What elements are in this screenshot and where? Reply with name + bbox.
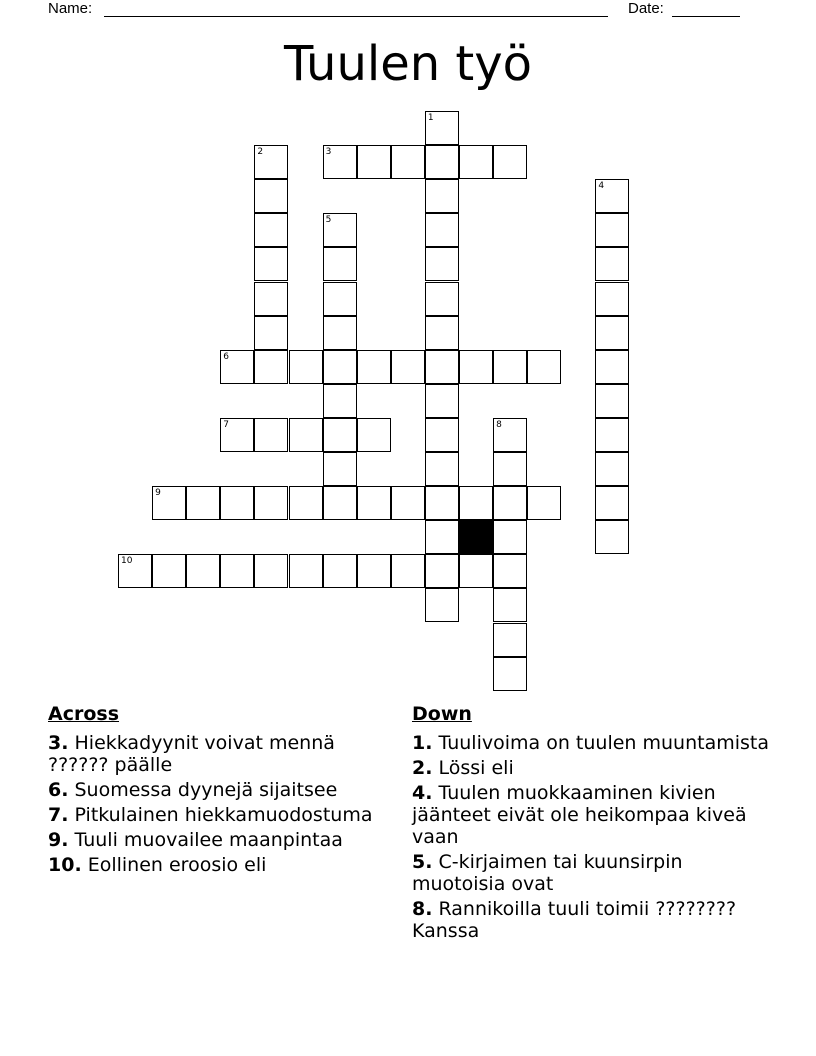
across-clues bbox=[48, 702, 398, 879]
clue-number: 6. bbox=[48, 779, 69, 801]
grid-cell[interactable] bbox=[425, 316, 459, 350]
clue-text: Tuuli muovailee maanpintaa bbox=[74, 829, 343, 851]
grid-cell[interactable] bbox=[425, 145, 459, 179]
grid-cell[interactable] bbox=[323, 486, 357, 520]
grid-cell[interactable] bbox=[425, 282, 459, 316]
grid-cell[interactable] bbox=[595, 350, 629, 384]
grid-cell[interactable] bbox=[493, 520, 527, 554]
grid-cell[interactable] bbox=[118, 554, 152, 588]
grid-cell[interactable] bbox=[493, 350, 527, 384]
grid-cell[interactable] bbox=[425, 111, 459, 145]
grid-cell[interactable] bbox=[391, 350, 425, 384]
grid-cell[interactable] bbox=[254, 554, 288, 588]
grid-cell[interactable] bbox=[459, 486, 493, 520]
grid-cell[interactable] bbox=[391, 554, 425, 588]
clue-number-label: 1 bbox=[427, 113, 434, 123]
grid-cell[interactable] bbox=[289, 350, 323, 384]
grid-cell[interactable] bbox=[220, 350, 254, 384]
clue-number-label: 3 bbox=[325, 147, 332, 158]
grid-cell[interactable] bbox=[254, 247, 288, 281]
clue-text: Lössi eli bbox=[438, 757, 514, 779]
clue-text: Tuulivoima on tuulen muuntamista bbox=[438, 732, 769, 754]
grid-cell[interactable] bbox=[391, 145, 425, 179]
grid-cell[interactable] bbox=[425, 486, 459, 520]
grid-cell[interactable] bbox=[425, 554, 459, 588]
grid-cell[interactable] bbox=[357, 145, 391, 179]
across-clue bbox=[48, 779, 398, 801]
grid-cell[interactable] bbox=[254, 486, 288, 520]
grid-cell[interactable] bbox=[323, 316, 357, 350]
clue-number: 10. bbox=[48, 854, 82, 876]
grid-cell[interactable] bbox=[527, 486, 561, 520]
down-clue bbox=[412, 898, 772, 942]
grid-cell[interactable] bbox=[425, 452, 459, 486]
grid-cell[interactable] bbox=[595, 247, 629, 281]
grid-cell[interactable] bbox=[186, 554, 220, 588]
grid-cell[interactable] bbox=[323, 452, 357, 486]
grid-cell[interactable] bbox=[595, 316, 629, 350]
grid-cell[interactable] bbox=[425, 384, 459, 418]
grid-cell[interactable] bbox=[595, 282, 629, 316]
grid-cell[interactable] bbox=[595, 486, 629, 520]
clue-number: 5. bbox=[412, 851, 433, 873]
grid-cell[interactable] bbox=[254, 213, 288, 247]
clue-number: 3. bbox=[48, 732, 69, 754]
grid-cell[interactable] bbox=[493, 486, 527, 520]
grid-cell[interactable] bbox=[493, 452, 527, 486]
grid-cell[interactable] bbox=[357, 418, 391, 452]
grid-cell[interactable] bbox=[493, 623, 527, 657]
down-clues bbox=[412, 702, 772, 945]
clue-number: 7. bbox=[48, 804, 69, 826]
grid-cell[interactable] bbox=[323, 418, 357, 452]
clue-number-label: 9 bbox=[155, 488, 161, 499]
clue-number-label: 4 bbox=[598, 181, 605, 192]
grid-cell[interactable] bbox=[357, 554, 391, 588]
down-heading: Down bbox=[412, 703, 472, 725]
date-line[interactable] bbox=[672, 16, 740, 17]
grid-cell[interactable] bbox=[493, 657, 527, 691]
name-label: Name: bbox=[48, 0, 93, 17]
grid-cell[interactable] bbox=[323, 247, 357, 281]
clue-number-label: 7 bbox=[223, 419, 230, 430]
grid-cell[interactable] bbox=[459, 350, 493, 384]
grid-cell[interactable] bbox=[254, 350, 288, 384]
clue-text: Hiekkadyynit voivat mennä ?????? päälle bbox=[48, 732, 335, 776]
grid-cell[interactable] bbox=[493, 554, 527, 588]
clue-number-label: 8 bbox=[496, 419, 502, 430]
grid-cell[interactable] bbox=[595, 384, 629, 418]
grid-cell[interactable] bbox=[220, 418, 254, 452]
grid-cell[interactable] bbox=[220, 554, 254, 588]
down-clue bbox=[412, 757, 772, 779]
grid-cell[interactable] bbox=[493, 588, 527, 622]
grid-cell[interactable] bbox=[357, 350, 391, 384]
grid-cell[interactable] bbox=[289, 554, 323, 588]
clue-number-label: 2 bbox=[257, 147, 264, 158]
black-cell bbox=[459, 520, 493, 554]
grid-cell[interactable] bbox=[323, 554, 357, 588]
grid-cell[interactable] bbox=[595, 452, 629, 486]
grid-cell[interactable] bbox=[289, 486, 323, 520]
clue-number: 8. bbox=[412, 898, 433, 920]
down-clue bbox=[412, 782, 772, 848]
grid-cell[interactable] bbox=[152, 554, 186, 588]
across-clue bbox=[48, 804, 398, 826]
grid-cell[interactable] bbox=[425, 418, 459, 452]
grid-cell[interactable] bbox=[254, 316, 288, 350]
grid-cell[interactable] bbox=[152, 486, 186, 520]
grid-cell[interactable] bbox=[323, 350, 357, 384]
clue-text: Pitkulainen hiekkamuodostuma bbox=[74, 804, 373, 826]
grid-cell[interactable] bbox=[323, 282, 357, 316]
clue-text: Rannikoilla tuuli toimii ???????? Kanssa bbox=[412, 898, 737, 942]
grid-cell[interactable] bbox=[459, 145, 493, 179]
grid-cell[interactable] bbox=[425, 350, 459, 384]
grid-cell[interactable] bbox=[254, 418, 288, 452]
down-clue bbox=[412, 732, 772, 754]
header bbox=[48, 0, 748, 20]
clue-number: 2. bbox=[412, 757, 433, 779]
across-clue bbox=[48, 829, 398, 851]
clue-text: Suomessa dyynejä sijaitsee bbox=[74, 779, 338, 801]
grid-cell[interactable] bbox=[425, 520, 459, 554]
date-label: Date: bbox=[628, 0, 664, 17]
grid-cell[interactable] bbox=[425, 213, 459, 247]
clue-number-label: 10 bbox=[121, 556, 133, 567]
grid-cell[interactable] bbox=[357, 486, 391, 520]
clue-number-label: 5 bbox=[325, 215, 332, 226]
grid-cell[interactable] bbox=[391, 486, 425, 520]
grid-cell[interactable] bbox=[254, 282, 288, 316]
across-heading: Across bbox=[48, 703, 120, 725]
grid-cell[interactable] bbox=[595, 418, 629, 452]
clue-number: 1. bbox=[412, 732, 433, 754]
grid-cell[interactable] bbox=[493, 418, 527, 452]
grid-cell[interactable] bbox=[459, 554, 493, 588]
clue-number-label: 6 bbox=[223, 351, 230, 362]
grid-cell[interactable] bbox=[289, 418, 323, 452]
down-clue bbox=[412, 851, 772, 895]
grid-cell[interactable] bbox=[186, 486, 220, 520]
across-clue bbox=[48, 854, 398, 876]
grid-cell[interactable] bbox=[323, 384, 357, 418]
grid-cell[interactable] bbox=[595, 179, 629, 213]
across-clue bbox=[48, 732, 398, 776]
grid-cell[interactable] bbox=[527, 350, 561, 384]
page-title: Tuulen työ bbox=[283, 36, 532, 92]
grid-cell[interactable] bbox=[595, 520, 629, 554]
clue-text: C-kirjaimen tai kuunsirpin muotoisia ovat bbox=[412, 851, 683, 895]
clue-text: Eollinen eroosio eli bbox=[87, 854, 267, 876]
grid-cell[interactable] bbox=[323, 213, 357, 247]
grid-cell[interactable] bbox=[254, 145, 288, 179]
grid-cell[interactable] bbox=[220, 486, 254, 520]
clue-number: 9. bbox=[48, 829, 69, 851]
grid-cell[interactable] bbox=[425, 179, 459, 213]
grid-cell[interactable] bbox=[254, 179, 288, 213]
grid-cell[interactable] bbox=[493, 145, 527, 179]
name-line[interactable] bbox=[104, 16, 608, 17]
clue-text: Tuulen muokkaaminen kivien jäänteet eivät ole heikompaa kiveä vaan bbox=[412, 782, 747, 848]
clue-number: 4. bbox=[412, 782, 433, 804]
grid-cell[interactable] bbox=[595, 213, 629, 247]
grid-cell[interactable] bbox=[425, 588, 459, 622]
grid-cell[interactable] bbox=[323, 145, 357, 179]
grid-cell[interactable] bbox=[425, 247, 459, 281]
